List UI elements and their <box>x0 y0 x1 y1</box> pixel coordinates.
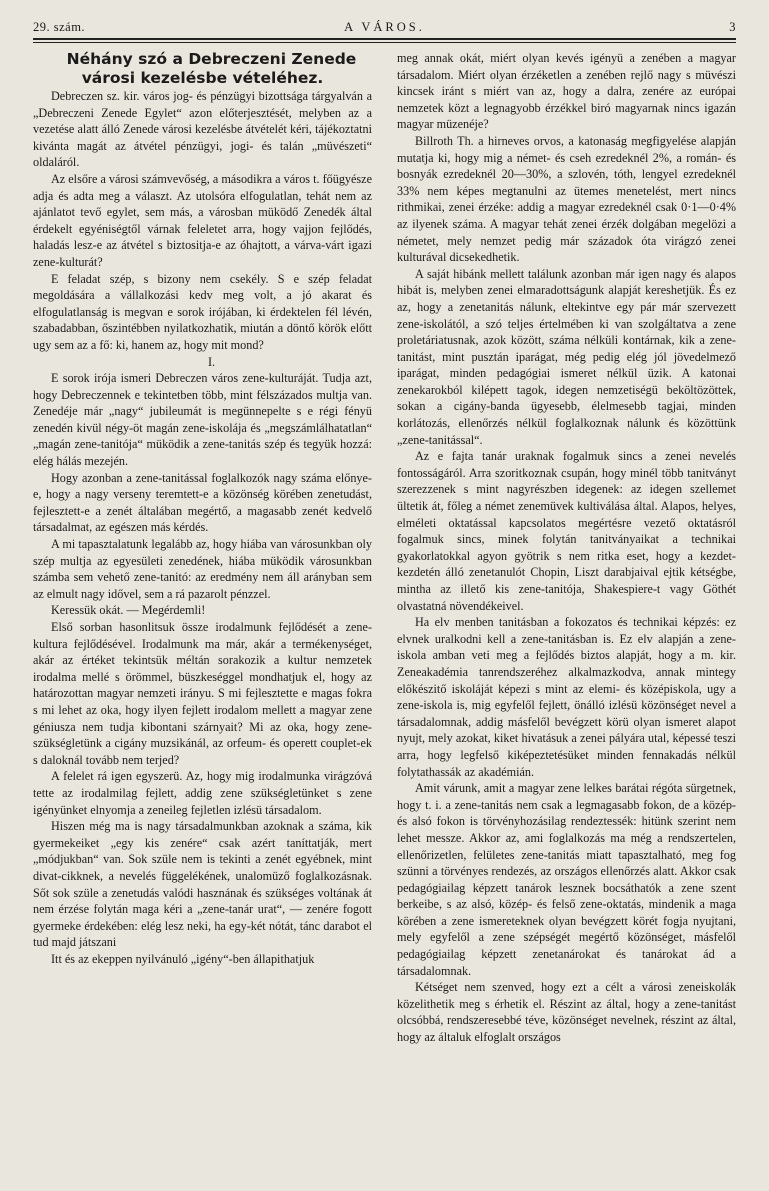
paragraph: A saját hibánk mellett találunk azonban már igen nagy és alapos hibát is, melyben zenei elmaradottságunk alapját kereshetjük. És ez az, hogy a zenetanitás nálunk, eltekintve egy pár már szervezett zene-iskolától, a szó teljes értelmében ki van szolgáltatva a zene proletáriatusnak, azok között, száma nélküli kontárnak, kik a zene-tanitást, mint pusztán iparágat, még pedig elég jól jövedelmező iparágat, minden pedagógiai ismeret nélkül üzik. A katonai zenekarokból kilépett tagok, idegen nemzetiségü beköltözöttek, sokan a cigány-banda ügyesebb, élelmesebb tagjai, minden korlátozás, ellenőrzés nélkül foglalkoznak nálunk és közöttünk „zene-tanitással“. <box>397 266 736 447</box>
paragraph: Az elsőre a városi számvevőség, a másodikra a város t. főügyésze adja és adta meg a választ. Az utolsóra elfogulatlan, tehát nem az ajánlatot tevő egylet, sem más, a városban müködő Zenedék által érdekelt egyéniségtől várnak feleletet arra, hogy vajjon fejlődés, haladás lesz-e az átvétel s biztositja-e az óhajtott, a várva-várt igazi zene-kulturát? <box>33 171 372 269</box>
paragraph: Keressük okát. — Megérdemli! <box>51 603 206 618</box>
paragraph: Kétséget nem szenved, hogy ezt a célt a városi zeneiskolák közelithetik meg s érhetik el. Részint az által, hogy a zene-tanitást olcsóbbá, rendszeresebbé téve, közönséget nevelnek, részint az által, hogy az általuk elfoglalt országos <box>397 980 736 1045</box>
paragraph: Az e fajta tanár uraknak fogalmuk sincs a zenei nevelés fontosságáról. Arra szoritkoznak csupán, hogy minél több tanitványt szerezzenek s mint nagyrészben idegenek: az idegen szellemet ültetik át, főleg a német zenemüvek kultiválása által. Alapos, helyes, elméleti oktatással kapcsolatos megértésre vezető oktatásról fogalmuk sincs, minek folytán tanitványaikat a technikai gyakorlatokkal agyon gyötrik s nem ritka eset, hogy a kezdet-kezdetén álló zenetanulót Chopin, Liszt darabjaival ejtik kétségbe, mintha az illető kis zene-tanitója, Shakespiere-t vagy Göthét olvastatná növendékeivel. <box>397 449 736 613</box>
right-column <box>397 50 736 1046</box>
paragraph: E sorok irója ismeri Debreczen város zene-kulturáját. Tudja azt, hogy Debreczennek e tekintetben több, mint félszázados multja van. Zenedéje már „nagy“ jubileumát is megünnepelte s e régi fényü zenedén kivül négy-öt magán zene-iskolája és „megszámlálhatatlan“ „magán zene-tanitója“ müködik a zene-tanitás szép és tegyük hozzá: elég hálás mezején. <box>33 371 372 469</box>
paragraph: Billroth Th. a hirneves orvos, a katonaság megfigyelése alapján mutatja ki, hogy mig a német- és cseh ezredeknél 2%, a román- és bosnyák ezredeknél 20—30%, a szlovén, tóth, lengyel ezredeknél 33% nem képes megtanulni az ütemes menetelést, mert nincs rithmikai, zenei érzéke: addig a magyar ezredeknél csak 0·1—0·4% az ilyenek száma. A magyar tehát zenei érzék dolgában megelözi a németet, mely nemzet pedig már századok óta virágzó zenei kulturával dicsekedhetik. <box>397 133 736 265</box>
section-number: I. <box>207 354 216 369</box>
header-rule-thick <box>33 38 736 40</box>
paragraph: Debreczen sz. kir. város jog- és pénzügyi bizottsága tárgyalván a „Debreczeni Zenede Egylet“ azon előterjesztését, melyben az a vezetése alatt álló Zenede városi kezelésbe átvételét kéri, tájékoztatni kivánta magát az átvétel pénzügyi, jogi- és talán „müvészeti“ oldaláról. <box>33 89 372 170</box>
paragraph: A mi tapasztalatunk legalább az, hogy hiába van városunkban oly szép multja az egyesületi zenedének, hiába müködik városunkban számba sem vehető zene-tanitó: az eredmény nem áll arányban sem az elmult nagy idővel, sem a rá pazarolt pénzzel. <box>33 537 372 601</box>
paragraph: Első sorban hasonlitsuk össze irodalmunk fejlődését a zene-kultura fejlődésével. Irodalmunk ma már, akár a termékenységet, akár az értéket tekintsük méltán sorakozik a kultur nemzetek irodalma mellé s örömmel, büszkeséggel mondhatjuk el, hogy az határozottan magyar nemzeti irányu. S mi fejlesztette e magas fokra s mi lehet az oka, hogy ilyen fejlett irodalom mellett a magyar zene géniusza nem tudja kibontani szárnyait? Mi az oka, hogy zene-szükségletünk a cigány muzsikánál, az orfeum- és operett couplet-ek s daloknál tovább nem terjed? <box>33 620 372 767</box>
header-rule-thin <box>33 42 736 43</box>
paragraph: A felelet rá igen egyszerü. Az, hogy mig irodalmunka virágzóvá tette az irodalmilag fejlett, addig zene szükségletünket s zene igényünket elnyomja a zeneileg fejletlen izlésü társadalom. <box>33 769 372 817</box>
paragraph: Itt és az ekeppen nyilvánuló „igény“-ben állapithatjuk <box>51 951 315 966</box>
paragraph: E feladat szép, s bizony nem csekély. S e szép feladat megoldására a vállalkozási kedv meg volt, a jó akarat és elfogulatlanság is megvan e sorok irójában, ki érdektelen fél lévén, szabadabban, őszintébben nyilatkozhatik, miután a döntő körök előtt ugy sem az a fő: ki, hanem az, hogy mit mond? <box>33 271 372 352</box>
paragraph: Hogy azonban a zene-tanitással foglalkozók nagy száma előnye-e, hogy a nagy verseny teremtett-e a közönség körében zenetudást, fejlesztett-e a zenét általában megértő, a magasabb zenét kedvelő társadalmat, az egészen más kérdés. <box>33 470 372 535</box>
publication-name: A VÁROS. <box>344 20 425 34</box>
paragraph: Hiszen még ma is nagy társadalmunkban azoknak a száma, kik gyermekeiket „egy kis zenére“ csak azért taníttatják, mert „módjukban“ van. Sok szüle nem is tekinti a zenét egyébnek, mint divat-cikknek, a nevelés függelékének, unalomüző foglalkozásnak. Sőt sok szüle a zenetudás valódi hasznának és szükséges voltának át nem érzése folytán maga kéri a „zene-tanár urat“, — zenére fogott gyermeke érdekében: elég lesz neki, ha egy-két nótát, tánc darabot el tud majd játszani <box>33 819 372 950</box>
paragraph: Amit várunk, amit a magyar zene lelkes barátai régóta sürgetnek, hogy t. i. a zene-tanitás nem csak a legmagasabb fokon, de a közép- és alsó fokon is törvényhozásilag rendeztessék: hitünk szerint nem lehet messze. Akkor az, ami foglalkozás ma még a rendszertelen, ellenőrizetlen, felületes zene-tanitás miatt tapasztalható, meg fog szünni a törvényes rendezés, az országos ellenőrzés alatt. Akkor csak pedagógiailag képzett tanárok lesznek bocsáthatók a zene szent berkeibe, s az alsó, közép- és felső zene-oktatás, mindenik a maga körében a zene ismereteknek olyan bevégzett körét fogja nyujtani, mely egyfelől a zene szépségét megértő közönséget, másfelől pedagógiailag képzett zenetanárokat és tanárokat ád a társadalomnak. <box>397 781 736 978</box>
article-title: Néhány szó a Debreczeni Zenede városi kezelésbe vételéhez. <box>66 50 357 87</box>
paragraph: meg annak okát, miért olyan kevés igényü a zenében a magyar társadalom. Miért olyan érzéketlen a zenében rejlő nagy s müvészi kincsek iránt s miért van az, hogy a dalra, zenére az európai nemzetek közt a legnagyobb érzékkel biró magyarnak nincs igazán magyar müzenéje? <box>397 51 736 132</box>
paragraph: Ha elv menben tanitásban a fokozatos és technikai képzés: ez elvnek uralkodni kell a zene-tanitásban is. Ez elv alapján a zene-iskola amban veti meg a fejlődés biztos alapját, hogy a m. kir. Zeneakadémia tanrendszeréhez alkalmazkodva, annak mintegy előkészitő iskoláját képezi s mint az elemi- és középiskola, ugy a zene-iskola is, mig egyfelől fejlett, önálló izlésü közönséget nevel a társadalomnak, addig másfelől bevégzett körü olyan ismeret alapot nyujt, mely azokat, kiket hivatásuk a zenei pályára utal, képessé teszi arra, hogy legfelső kiképeztetésüket minden fennakadás nélkül folytathassák az akadémián. <box>397 615 736 779</box>
issue-number: 29. szám. <box>33 20 86 34</box>
page-header <box>33 20 736 38</box>
left-column <box>33 50 372 967</box>
page-number: 3 <box>729 20 736 34</box>
